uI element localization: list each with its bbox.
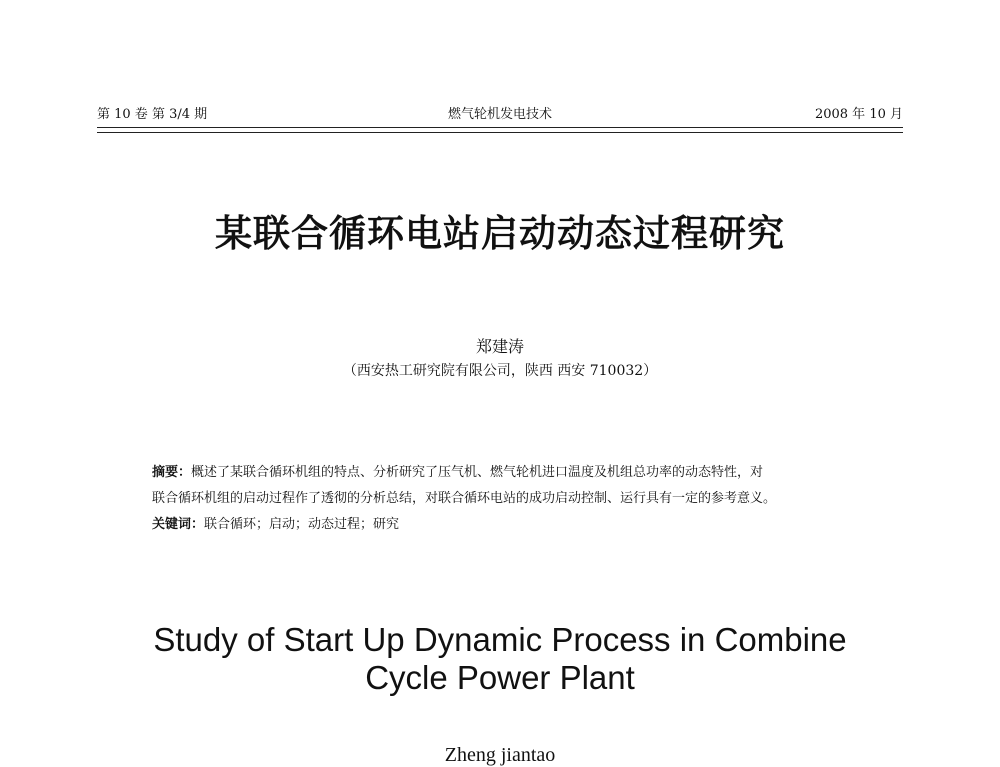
abstract-line-2 [152, 486, 872, 512]
author-chinese: 郑建涛 [475, 337, 524, 356]
paper-title-chinese: 某联合循环电站启动动态过程研究 [215, 212, 785, 255]
publication-date: 2008 年 10 月 [814, 107, 903, 122]
paper-title-english [60, 621, 940, 697]
volume-issue: 第 10 卷 第 3/4 期 [97, 107, 208, 122]
abstract-label: 摘要： [152, 465, 192, 480]
paper-title-english-line-2: Cycle Power Plant [365, 659, 635, 696]
keywords-line [152, 512, 872, 538]
journal-name: 燃气轮机发电技术 [447, 107, 552, 122]
keywords-label: 关键词： [152, 517, 205, 532]
author-english: Zheng jiantao [444, 744, 556, 766]
header-rule-bottom [97, 132, 903, 133]
paper-title-english-line-1: Study of Start Up Dynamic Process in Combine [153, 621, 847, 658]
abstract-text-1: 概述了某联合循环机组的特点、分析研究了压气机、燃气轮机进口温度及机组总功率的动态特性，对 [191, 465, 764, 480]
abstract-block [152, 460, 872, 538]
affiliation-chinese: （西安热工研究院有限公司，陕西 西安 710032） [342, 363, 658, 379]
abstract-line-1 [152, 460, 872, 486]
abstract-text-2: 联合循环机组的启动过程作了透彻的分析总结，对联合循环电站的成功启动控制、运行具有一定的参考意义。 [152, 491, 777, 506]
header-rule-top [97, 127, 903, 128]
keywords-text: 联合循环；启动；动态过程；研究 [204, 517, 400, 532]
running-header [97, 103, 903, 123]
